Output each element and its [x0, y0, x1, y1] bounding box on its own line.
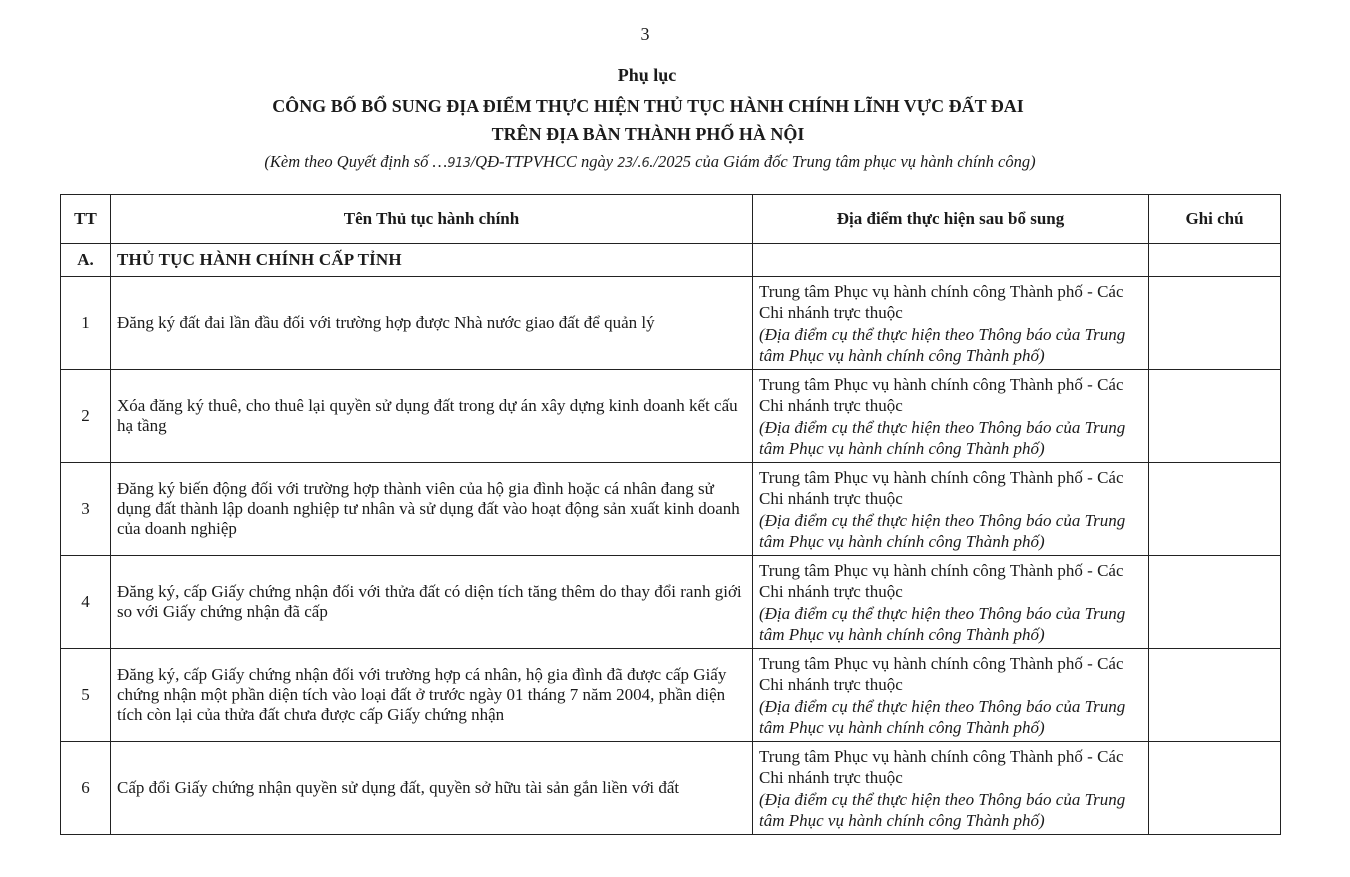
row-note — [1149, 556, 1281, 649]
location-note: (Địa điểm cụ thể thực hiện theo Thông báo của Trung tâm Phục vụ hành chính công Thành phố) — [759, 696, 1126, 737]
procedures-table — [60, 194, 1281, 835]
appendix-heading: Phụ lục — [617, 65, 677, 85]
section-note-cell — [1149, 244, 1281, 277]
table-row — [61, 277, 1281, 370]
location-note: (Địa điểm cụ thể thực hiện theo Thông báo của Trung tâm Phục vụ hành chính công Thành phố) — [759, 603, 1126, 644]
attachment-note-suffix: ./2025 của Giám đốc Trung tâm phục vụ hành chính công) — [649, 152, 1036, 171]
table-row — [61, 556, 1281, 649]
row-tt: 6 — [61, 742, 111, 835]
header-note: Ghi chú — [1149, 195, 1281, 244]
header-tt: TT — [61, 195, 111, 244]
row-procedure-name: Đăng ký biến động đối với trường hợp thành viên của hộ gia đình hoặc cá nhân đang sử dụng đất thành lập doanh nghiệp tư nhân và sử dụng đất vào hoạt động sản xuất kinh doanh của doanh nghiệp — [111, 463, 753, 556]
attachment-note-mid: /QĐ-TTPVHCC ngày — [470, 152, 618, 171]
row-tt: 1 — [61, 277, 111, 370]
location-note: (Địa điểm cụ thể thực hiện theo Thông báo của Trung tâm Phục vụ hành chính công Thành phố) — [759, 510, 1126, 551]
row-procedure-name: Đăng ký đất đai lần đầu đối với trường hợp được Nhà nước giao đất để quản lý — [111, 277, 753, 370]
header-procedure-name: Tên Thủ tục hành chính — [111, 195, 753, 244]
row-tt: 5 — [61, 649, 111, 742]
location-note: (Địa điểm cụ thể thực hiện theo Thông báo của Trung tâm Phục vụ hành chính công Thành phố) — [759, 324, 1126, 365]
section-title: THỦ TỤC HÀNH CHÍNH CẤP TỈNH — [111, 244, 753, 277]
row-location — [753, 649, 1149, 742]
row-procedure-name: Đăng ký, cấp Giấy chứng nhận đối với trường hợp cá nhân, hộ gia đình đã được cấp Giấy chứng nhận một phần diện tích vào loại đất ở trước ngày 01 tháng 7 năm 2004, phần diện tích còn lại của thửa đất chưa được cấp Giấy chứng nhận — [111, 649, 753, 742]
attachment-note — [0, 152, 1300, 172]
handwritten-month: 6 — [641, 156, 650, 171]
attachment-note-sep: /. — [632, 152, 642, 171]
location-note: (Địa điểm cụ thể thực hiện theo Thông báo của Trung tâm Phục vụ hành chính công Thành phố) — [759, 417, 1126, 458]
row-procedure-name: Xóa đăng ký thuê, cho thuê lại quyền sử dụng đất trong dự án xây dựng kinh doanh kết cấu hạ tầng — [111, 370, 753, 463]
row-tt: 2 — [61, 370, 111, 463]
handwritten-decision-number: 913 — [447, 156, 471, 171]
table-row — [61, 463, 1281, 556]
row-tt: 4 — [61, 556, 111, 649]
section-row — [61, 244, 1281, 277]
row-location — [753, 463, 1149, 556]
section-tt: A. — [61, 244, 111, 277]
header-location: Địa điểm thực hiện sau bổ sung — [753, 195, 1149, 244]
row-note — [1149, 649, 1281, 742]
row-note — [1149, 463, 1281, 556]
table-row — [61, 742, 1281, 835]
location-main: Trung tâm Phục vụ hành chính công Thành phố - Các Chi nhánh trực thuộc — [759, 746, 1124, 787]
handwritten-day: 23 — [617, 156, 633, 171]
title-line-2: TRÊN ĐỊA BÀN THÀNH PHỐ HÀ NỘI — [491, 124, 805, 144]
row-note — [1149, 370, 1281, 463]
location-main: Trung tâm Phục vụ hành chính công Thành phố - Các Chi nhánh trực thuộc — [759, 560, 1124, 601]
table-header-row — [61, 195, 1281, 244]
row-note — [1149, 742, 1281, 835]
location-main: Trung tâm Phục vụ hành chính công Thành phố - Các Chi nhánh trực thuộc — [759, 653, 1124, 694]
location-note: (Địa điểm cụ thể thực hiện theo Thông báo của Trung tâm Phục vụ hành chính công Thành phố) — [759, 789, 1126, 830]
row-procedure-name: Đăng ký, cấp Giấy chứng nhận đối với thửa đất có diện tích tăng thêm do thay đổi ranh giới so với Giấy chứng nhận đã cấp — [111, 556, 753, 649]
row-location — [753, 277, 1149, 370]
page-number: 3 — [640, 24, 650, 44]
section-location-cell — [753, 244, 1149, 277]
location-main: Trung tâm Phục vụ hành chính công Thành phố - Các Chi nhánh trực thuộc — [759, 281, 1124, 322]
attachment-note-prefix: (Kèm theo Quyết định số … — [264, 152, 448, 171]
row-location — [753, 370, 1149, 463]
row-location — [753, 556, 1149, 649]
row-note — [1149, 277, 1281, 370]
location-main: Trung tâm Phục vụ hành chính công Thành phố - Các Chi nhánh trực thuộc — [759, 467, 1124, 508]
row-tt: 3 — [61, 463, 111, 556]
table-row — [61, 649, 1281, 742]
title-line-1: CÔNG BỐ BỔ SUNG ĐỊA ĐIỂM THỰC HIỆN THỦ TỤC HÀNH CHÍNH LĨNH VỰC ĐẤT ĐAI — [272, 96, 1024, 116]
table-row — [61, 370, 1281, 463]
location-main: Trung tâm Phục vụ hành chính công Thành phố - Các Chi nhánh trực thuộc — [759, 374, 1124, 415]
row-procedure-name: Cấp đổi Giấy chứng nhận quyền sử dụng đất, quyền sở hữu tài sản gắn liền với đất — [111, 742, 753, 835]
row-location — [753, 742, 1149, 835]
